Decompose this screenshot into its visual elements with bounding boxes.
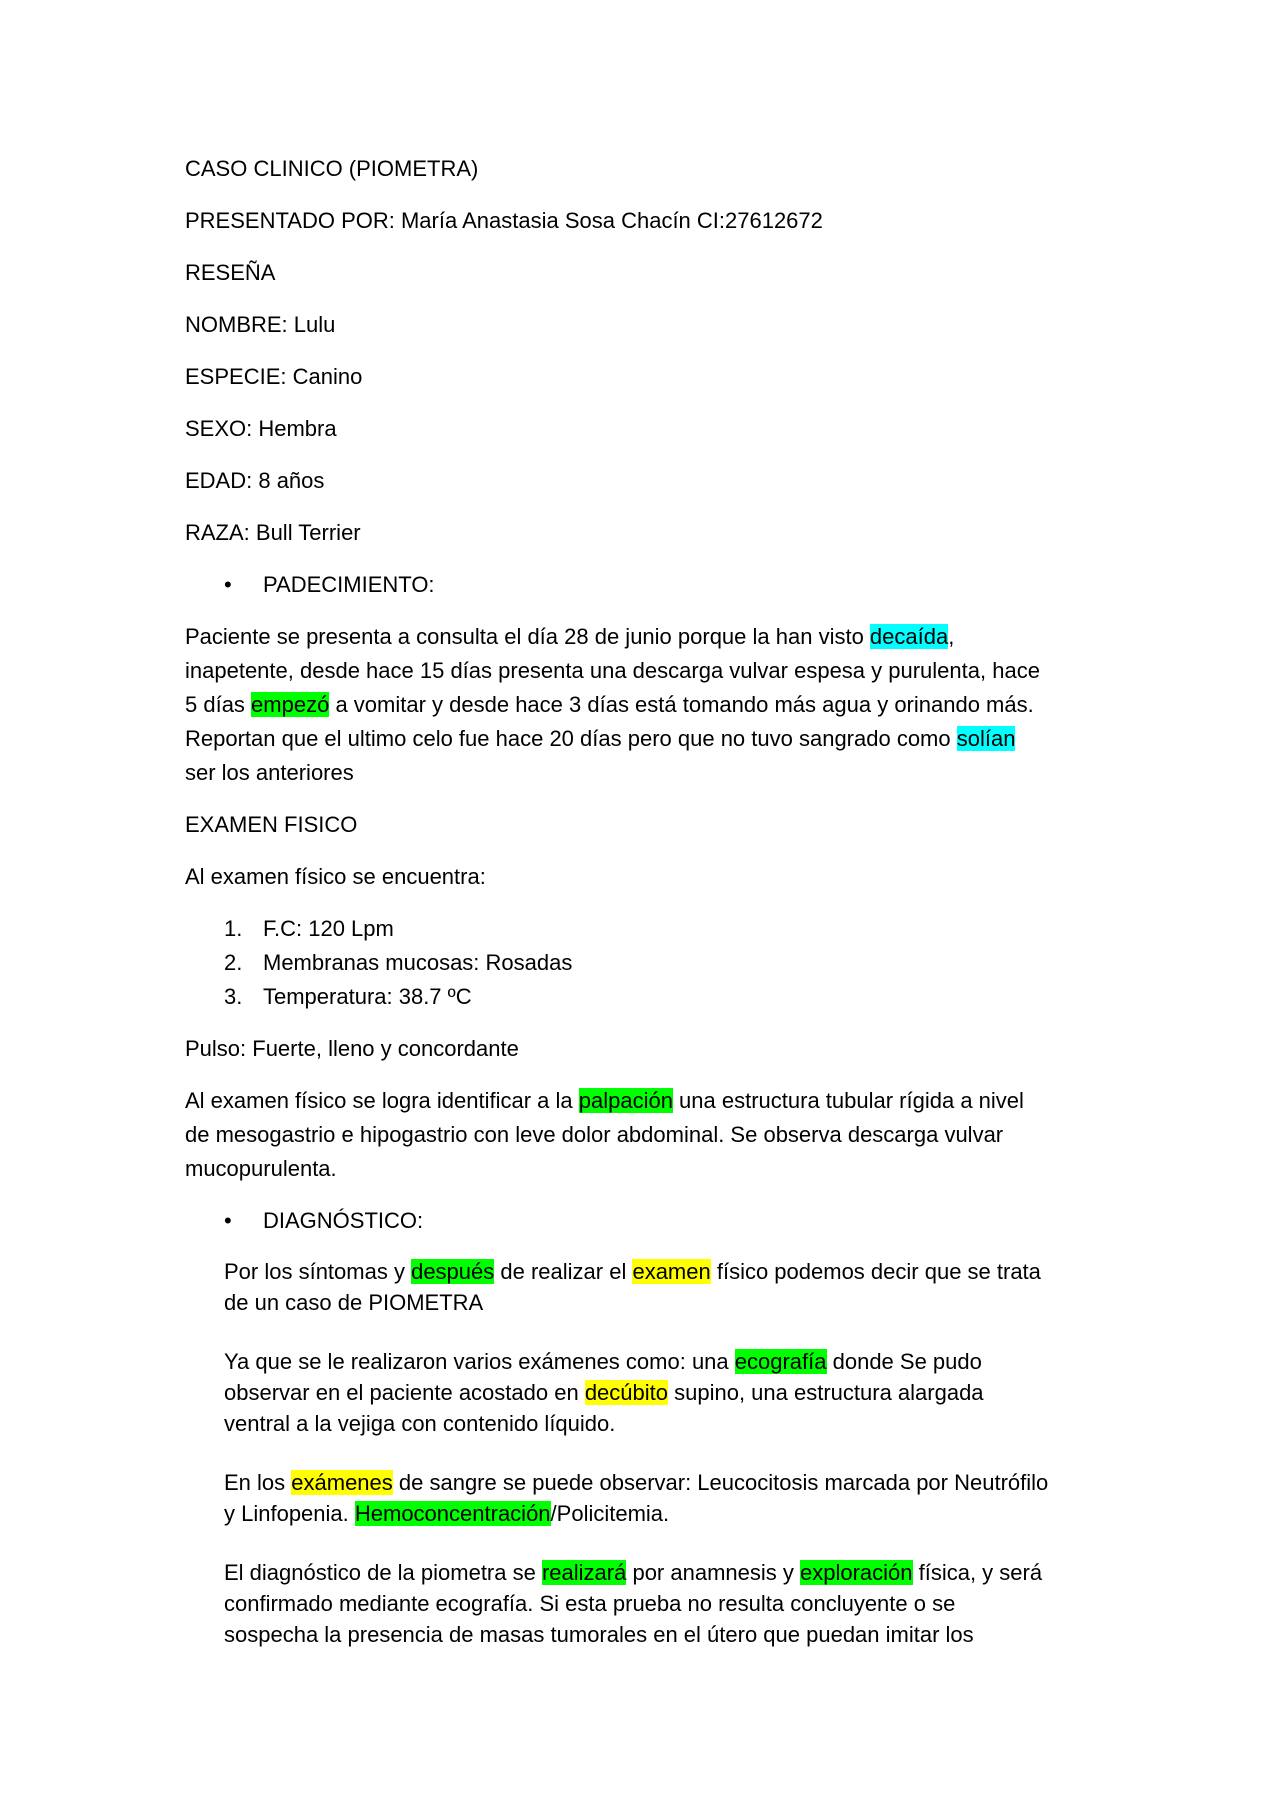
highlight-green: palpación (578, 1088, 673, 1113)
diagnostico-paragraph (224, 1467, 1105, 1529)
list-item-text: Temperatura: 38.7 ºC (263, 984, 472, 1009)
bullet-icon: • (224, 1208, 232, 1233)
highlight-green: realizará (541, 1560, 627, 1585)
highlight-green: exploración (799, 1560, 913, 1585)
text-line: 5 días empezó a vomitar y desde hace 3 días está tomando más agua y orinando más. (185, 692, 1034, 717)
padecimiento-bullet (185, 568, 1105, 602)
text-line: inapetente, desde hace 15 días presenta una descarga vulvar espesa y purulenta, hace (185, 658, 1040, 683)
resena-heading: RESEÑA (185, 260, 276, 285)
examen-list (185, 912, 1105, 1014)
highlight-green: después (411, 1259, 495, 1284)
list-number: 3. (224, 984, 243, 1009)
field-sexo: SEXO: Hembra (185, 416, 337, 441)
highlight-green: ecografía (734, 1349, 827, 1374)
text-line: En los exámenes de sangre se puede observar: Leucocitosis marcada por Neutrófilo (224, 1470, 1049, 1495)
list-item (185, 912, 1105, 946)
text-line: de mesogastrio e hipogastrio con leve dolor abdominal. Se observa descarga vulvar (185, 1122, 1004, 1147)
field-especie: ESPECIE: Canino (185, 364, 363, 389)
pulso-line: Pulso: Fuerte, lleno y concordante (185, 1036, 519, 1061)
examen-intro: Al examen físico se encuentra: (185, 864, 486, 889)
text-line: confirmado mediante ecografía. Si esta prueba no resulta concluyente o se (224, 1591, 956, 1616)
diagnostico-heading: DIAGNÓSTICO: (263, 1208, 424, 1233)
diagnostico-paragraph (224, 1256, 1105, 1318)
text-line: Reportan que el ultimo celo fue hace 20 días pero que no tuvo sangrado como solían (185, 726, 1016, 751)
field-raza: RAZA: Bull Terrier (185, 520, 361, 545)
list-item-text: F.C: 120 Lpm (263, 916, 394, 941)
highlight-yellow: exámenes (291, 1470, 393, 1495)
diagnostico-paragraph (224, 1557, 1105, 1650)
text-line: Por los síntomas y después de realizar el examen físico podemos decir que se trata (224, 1259, 1041, 1284)
text-line: El diagnóstico de la piometra se realizará por anamnesis y exploración física, y será (224, 1560, 1043, 1585)
highlight-yellow: decúbito (584, 1380, 668, 1405)
highlight-green: Hemoconcentración (354, 1501, 551, 1526)
list-item-text: Membranas mucosas: Rosadas (263, 950, 573, 975)
diagnostico-section (224, 1256, 1105, 1650)
text-line: sospecha la presencia de masas tumorales en el útero que puedan imitar los (224, 1622, 974, 1647)
text-line: observar en el paciente acostado en decúbito supino, una estructura alargada (224, 1380, 984, 1405)
document-title: CASO CLINICO (PIOMETRA) (185, 156, 479, 181)
field-nombre: NOMBRE: Lulu (185, 312, 336, 337)
highlight-green: empezó (251, 692, 330, 717)
text-line: ventral a la vejiga con contenido líquido. (224, 1411, 616, 1436)
diagnostico-bullet (185, 1204, 1105, 1238)
presented-by: PRESENTADO POR: María Anastasia Sosa Chacín CI:27612672 (185, 208, 823, 233)
highlight-cyan: decaída (869, 624, 949, 649)
field-edad: EDAD: 8 años (185, 468, 325, 493)
text-line: de un caso de PIOMETRA (224, 1290, 484, 1315)
padecimiento-paragraph (185, 620, 1105, 790)
list-number: 2. (224, 950, 243, 975)
list-item (185, 980, 1105, 1014)
diagnostico-paragraph (224, 1346, 1105, 1439)
padecimiento-heading: PADECIMIENTO: (263, 572, 435, 597)
document-body (185, 152, 1105, 1678)
text-line: Ya que se le realizaron varios exámenes como: una ecografía donde Se pudo (224, 1349, 982, 1374)
examen-heading: EXAMEN FISICO (185, 812, 358, 837)
text-line: ser los anteriores (185, 760, 354, 785)
bullet-icon: • (224, 572, 232, 597)
highlight-yellow: examen (632, 1259, 711, 1284)
list-number: 1. (224, 916, 243, 941)
examen-paragraph (185, 1084, 1105, 1186)
text-line: Al examen físico se logra identificar a la palpación una estructura tubular rígida a nivel (185, 1088, 1024, 1113)
text-line: mucopurulenta. (185, 1156, 337, 1181)
text-line: Paciente se presenta a consulta el día 28 de junio porque la han visto decaída, (185, 624, 955, 649)
highlight-cyan: solían (956, 726, 1016, 751)
list-item (185, 946, 1105, 980)
text-line: y Linfopenia. Hemoconcentración/Policitemia. (224, 1501, 670, 1526)
